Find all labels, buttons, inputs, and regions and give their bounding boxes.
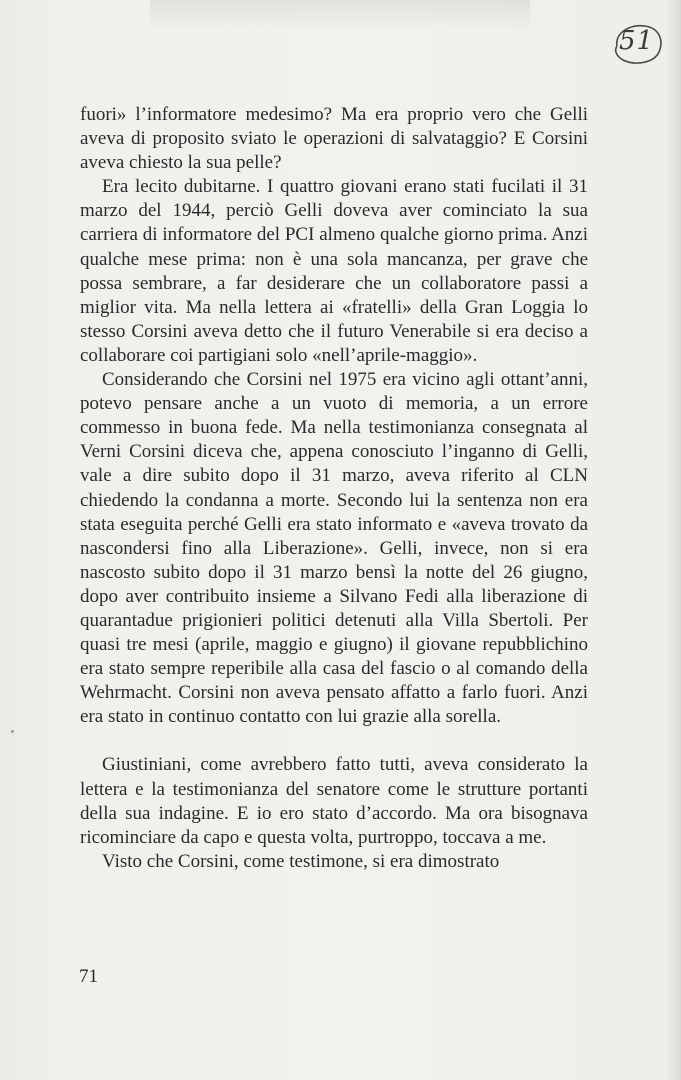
paragraph-4: Giustiniani, come avrebbero fatto tutti, aveva considerato la lettera e la testimonianza del senatore come le strutture portanti della sua indagine. E io ero stato d’accordo. Ma ora bisognava ricominciare da capo e questa volta, purtroppo, toccava a me. <box>80 754 588 848</box>
paragraph-5: Visto che Corsini, come testimone, si era dimostrato <box>102 850 500 872</box>
page-edge-shadow <box>665 0 681 1080</box>
paragraph-1: fuori» l’informatore medesimo? Ma era proprio vero che Gelli aveva di proposito sviato le operazioni di salvataggio? E Corsini aveva chiesto la sua pelle? <box>80 104 588 174</box>
paragraph-3: Considerando che Corsini nel 1975 era vicino agli ottant’anni, potevo pensare anche a un vuoto di memoria, a un errore commesso in buona fede. Ma nella testimonianza consegnata al Verni Corsini diceva che, appena conosciuto l’inganno di Gelli, vale a dire subito dopo il 31 marzo, aveva riferito al CLN chiedendo la condanna a morte. Secondo lui la sentenza non era stata eseguita perché Gelli era stato informato e «aveva trovato da nascondersi fino alla Liberazione». Gelli, invece, non si era nascosto subito dopo il 31 marzo bensì la notte del 26 giugno, dopo aver contribuito insieme a Silvano Fedi alla liberazione di quarantadue prigionieri politici detenuti alla Villa Sbertoli. Per quasi tre mesi (aprile, maggio e giugno) il giovane repubblichino era stato sempre reperibile alla casa del fascio o al comando della Wehrmacht. Corsini non aveva pensato affatto a farlo fuori. Anzi era stato in continuo contatto con lui grazie alla sorella. <box>80 369 588 728</box>
scan-speck <box>11 730 14 733</box>
handwritten-folio-mark <box>607 20 665 68</box>
paragraph-2: Era lecito dubitarne. I quattro giovani erano stati fucilati il 31 marzo del 1944, perciò Gelli doveva aver cominciato la sua carriera di informatore del PCI almeno qualche giorno prima. Anzi qualche mese prima: non è una sola mancanza, per grave che possa sembrare, a far desiderare che un collaboratore passi a miglior vita. Ma nella lettera ai «fratelli» della Gran Loggia lo stesso Corsini aveva detto che il futuro Venerabile si era deciso a collaborare coi partigiani solo «nell’aprile-maggio». <box>80 176 588 366</box>
page-number: 71 <box>79 966 98 987</box>
folio-number: 51 <box>619 26 655 56</box>
body-text <box>80 103 588 874</box>
scan-shadow <box>150 0 530 30</box>
